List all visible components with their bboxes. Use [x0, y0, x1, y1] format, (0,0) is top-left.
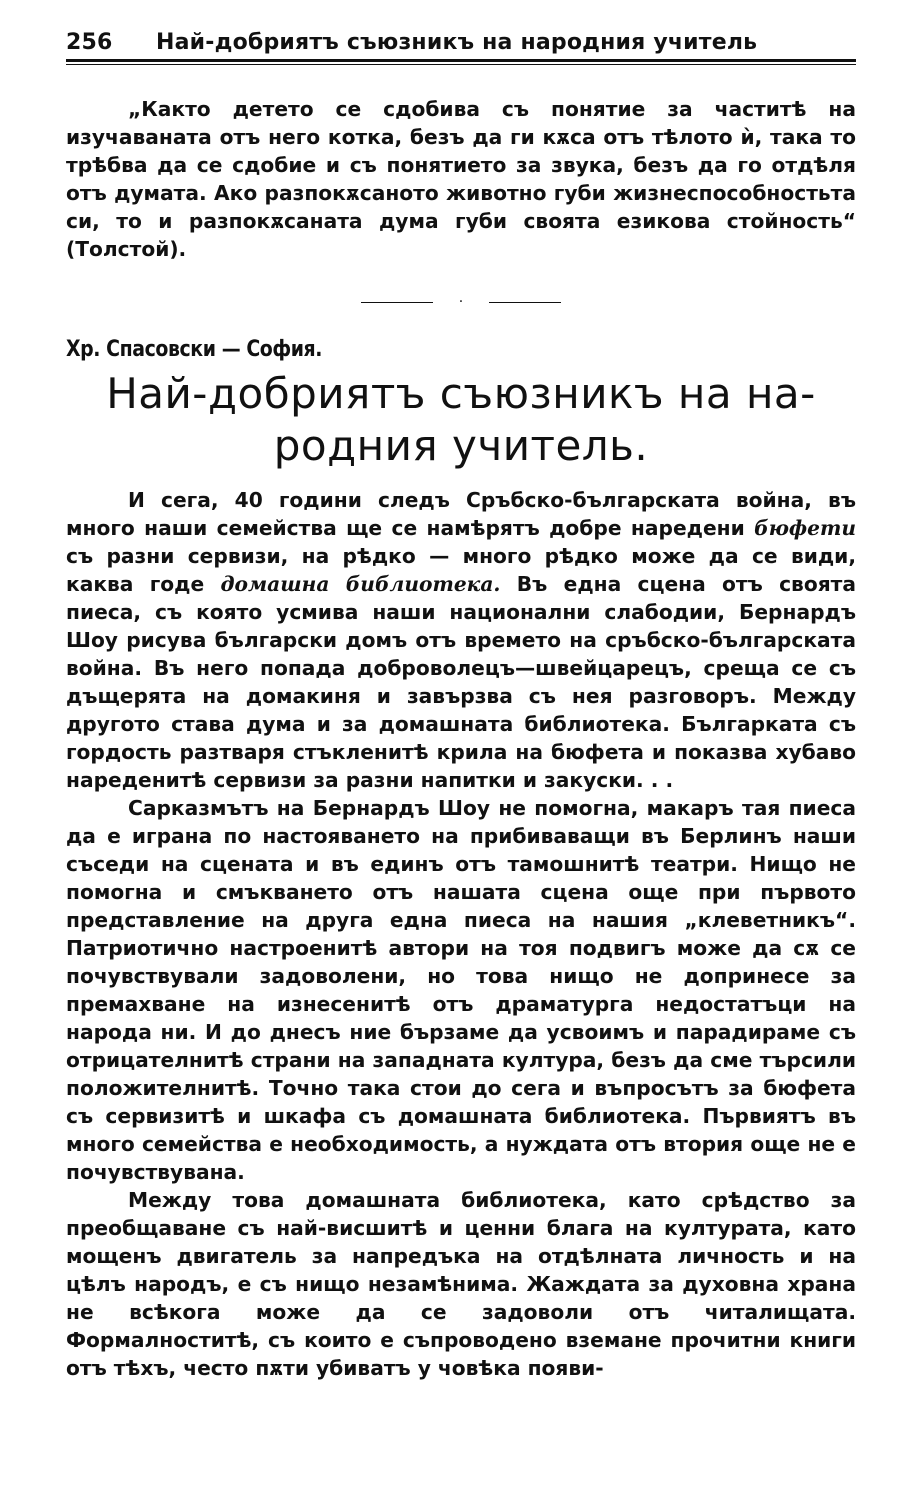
section-separator — [66, 294, 856, 310]
separator-line-left — [361, 302, 433, 303]
p1-text-a: И сега, 40 години следъ Сръбско-българската война, въ много наши семейства ще се намѣрятъ добре наредени — [66, 488, 856, 540]
body-paragraph-2: Сарказмътъ на Бернардъ Шоу не помогна, макаръ тая пиеса да е играна по настояването на прибиваващи въ Берлинъ наши съседи на сцената и въ единъ отъ тамошнитѣ театри. Нищо не помогна и смъкването отъ нашата сцена още при първото представление на друга една пиеса на нашия „клеветникъ“. Патриотично настроенитѣ автори на тоя подвигъ може да сѫ се почувствували задоволени, но това нищо не допринесе за премахване на изнесенитѣ отъ драматурга недостатъци на народа ни. И до днесъ ние бързаме да усвоимъ и парадираме съ отрицателнитѣ страни на западната култура, безъ да сме търсили положителнитѣ. Точно така стои до сега и въпросътъ за бюфета съ сервизитѣ и шкафа съ домашната библиотека. Първиятъ въ много семейства е необходимость, а нуждата отъ втория още не е почувствувана. — [66, 796, 856, 1184]
article-title — [66, 368, 856, 472]
body-paragraph-3: Между това домашната библиотека, като срѣдство за преобщаване съ най-висшитѣ и ценни блага на културата, като мощенъ двигатель за напредъка на отдѣлната личность и на цѣлъ народъ, е съ нищо незамѣнима. Жаждата за духовна храна не всѣкога може да се задоволи отъ читалищата. Формалноститѣ, съ които е съпроводено вземане прочитни книги отъ тѣхъ, често пѫти убиватъ у човѣка появи- — [66, 1188, 856, 1380]
p1-emphasis-buffets: бюфети — [754, 516, 856, 540]
header-rule — [66, 59, 856, 65]
separator-dot: · — [458, 294, 464, 310]
running-header — [66, 30, 856, 57]
running-title: Най-добриятъ съюзникъ на народния учитель — [156, 30, 758, 55]
separator-line-right — [489, 302, 561, 303]
p1-emphasis-home-library: домашна библиотека. — [220, 572, 501, 596]
p1-text-c: Въ една сцена отъ своята пиеса, съ която усмива наши национални слабодии, Бернардъ Шоу рисува български домъ отъ времето на сръбско-българската война. Въ него попада доброволецъ—швейцарецъ, среща се съ дъщерята на домакиня и завързва съ нея разговоръ. Между другото става дума и за домашната библиотека. Българката съ гордость разтваря стъкленитѣ крила на бюфета и показва хубаво нареденитѣ сервизи за разни напитки и закуски. . . — [66, 572, 856, 792]
article-author: Хр. Спасовски — София. — [66, 337, 323, 362]
article-title-line-1: Най-добриятъ съюзникъ на на- — [106, 369, 816, 418]
article-title-line-2: родния учитель. — [273, 421, 649, 470]
tolstoy-quote-paragraph: „Както детето се сдобива съ понятие за частитѣ на изучаваната отъ него котка, безъ да ги кѫса отъ тѣлото ѝ, така то трѣбва да се сдобие и съ понятието за звука, безъ да го отдѣля отъ думата. Ако разпокѫсаното животно губи жизнеспособностьта си, то и разпокѫсаната дума губи своята езикова стойность“ (Толстой). — [66, 97, 856, 261]
p1-text-b: съ разни сервизи, на рѣдко — много рѣдко може да се види, каква годе — [66, 544, 856, 596]
book-page — [66, 30, 856, 1382]
page-number: 256 — [66, 30, 113, 55]
article-body — [66, 486, 856, 1382]
body-paragraph-1 — [66, 486, 856, 794]
